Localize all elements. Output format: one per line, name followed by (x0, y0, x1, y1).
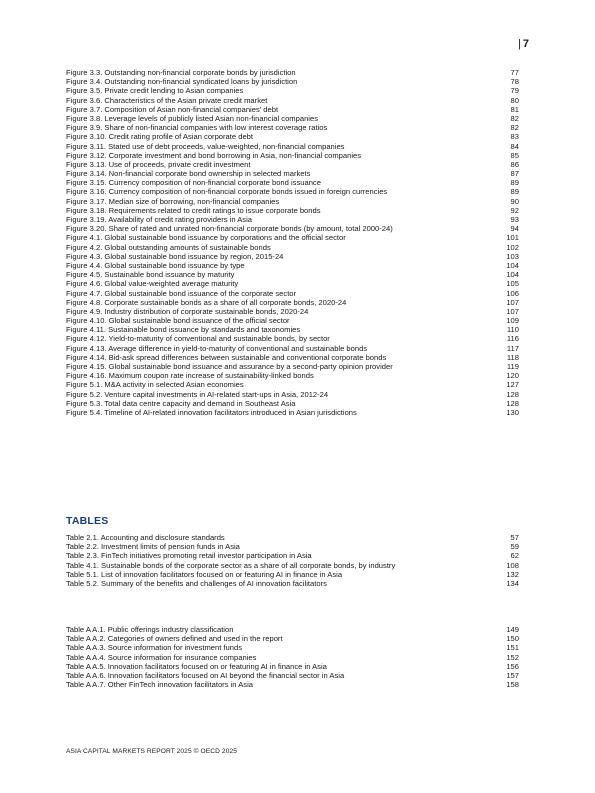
toc-entry-page: 90 (510, 196, 519, 206)
toc-entry-label: Table A A.2. Categories of owners defined and used in the report (66, 634, 283, 644)
toc-entry-page: 104 (506, 270, 519, 280)
page-number (518, 38, 529, 50)
toc-entry-label: Figure 3.18. Requirements related to credit ratings to issue corporate bonds (66, 205, 321, 215)
toc-entry[interactable] (66, 344, 519, 353)
toc-entry-page: 105 (506, 279, 519, 289)
toc-entry[interactable] (66, 178, 519, 187)
toc-entry[interactable] (66, 307, 519, 316)
toc-entry[interactable] (66, 643, 519, 652)
toc-entry[interactable] (66, 634, 519, 643)
toc-entry[interactable] (66, 380, 519, 389)
toc-entry-page: 82 (510, 113, 519, 123)
toc-entry[interactable] (66, 243, 519, 252)
toc-entry[interactable] (66, 625, 519, 634)
toc-entry[interactable] (66, 316, 519, 325)
toc-entry-page: 84 (510, 141, 519, 151)
toc-entry-page: 116 (506, 334, 519, 344)
toc-entry-label: Figure 5.2. Venture capital investments in AI-related start-ups in Asia, 2012-24 (66, 389, 329, 399)
toc-entry[interactable] (66, 187, 519, 196)
toc-entry-page: 79 (510, 86, 519, 96)
toc-entry-label: Figure 4.4. Global sustainable bond issuance by type (66, 260, 245, 270)
toc-entry-label: Figure 4.16. Maximum coupon rate increase of sustainability-linked bonds (66, 371, 314, 381)
toc-entry[interactable] (66, 224, 519, 233)
toc-entry[interactable] (66, 561, 519, 570)
toc-entry[interactable] (66, 653, 519, 662)
toc-entry-page: 149 (506, 625, 519, 634)
toc-entry-label: Table 2.3. FinTech initiatives promoting retail investor participation in Asia (66, 551, 312, 561)
toc-entry-label: Figure 3.9. Share of non-financial companies with low interest coverage ratios (66, 123, 328, 133)
toc-entry-page: 156 (506, 661, 519, 671)
toc-entry-label: Figure 4.6. Global value-weighted average maturity (66, 279, 239, 289)
toc-entry-page: 81 (510, 104, 519, 114)
toc-entry-label: Table 5.1. List of innovation facilitators focused on or featuring AI in finance in Asia (66, 569, 343, 579)
page-number-value: 7 (522, 38, 529, 50)
toc-entry-label: Figure 4.15. Global sustainable bond issuance and assurance by a second-party opinion provider (66, 362, 393, 371)
toc-entry-label: Table 4.1. Sustainable bonds of the corporate sector as a share of all corporate bonds, by industry (66, 560, 396, 570)
toc-entry-label: Figure 3.19. Availability of credit rating providers in Asia (66, 215, 253, 224)
toc-entry-label: Table A A.7. Other FinTech innovation facilitators in Asia (66, 680, 253, 690)
toc-entry[interactable] (66, 680, 519, 689)
tables-heading: TABLES (66, 515, 109, 527)
toc-entry[interactable] (66, 169, 519, 178)
toc-entry-page: 103 (506, 251, 519, 261)
toc-entry-page: 87 (510, 169, 519, 179)
toc-entry-page: 120 (506, 371, 519, 381)
toc-entry-page: 92 (510, 205, 519, 215)
toc-entry[interactable] (66, 105, 519, 114)
toc-entry-label: Figure 4.9. Industry distribution of corporate sustainable bonds, 2020-24 (66, 306, 309, 316)
footer: ASIA CAPITAL MARKETS REPORT 2025 © OECD 2025 (66, 748, 237, 755)
toc-entry-label: Table A A.5. Innovation facilitators focused on or featuring AI in finance in Asia (66, 661, 327, 671)
toc-entry[interactable] (66, 542, 519, 551)
toc-entry[interactable] (66, 298, 519, 307)
toc-entry-page: 158 (506, 680, 519, 690)
toc-entry-page: 85 (510, 150, 519, 160)
toc-entry[interactable] (66, 408, 519, 417)
toc-entry[interactable] (66, 86, 519, 95)
toc-entry-label: Table A A.6. Innovation facilitators focused on AI beyond the financial sector in Asia (66, 670, 345, 680)
toc-entry[interactable] (66, 151, 519, 160)
toc-entry-page: 118 (506, 352, 519, 362)
toc-entry[interactable] (66, 289, 519, 298)
toc-entry-page: 104 (506, 260, 519, 270)
toc-entry-page: 108 (506, 560, 519, 570)
toc-entry-label: Figure 4.2. Global outstanding amounts of sustainable bonds (66, 242, 271, 252)
toc-entry[interactable] (66, 579, 519, 588)
toc-entry[interactable] (66, 570, 519, 579)
toc-entry-label: Figure 3.13. Use of proceeds, private credit investment (66, 159, 251, 169)
toc-entry-page: 89 (510, 178, 519, 188)
toc-entry-label: Figure 4.14. Bid-ask spread differences between sustainable and conventional corporate bonds (66, 352, 387, 362)
toc-entry[interactable] (66, 114, 519, 123)
toc-entry-page: 107 (506, 297, 519, 307)
toc-entry-page: 130 (506, 407, 519, 417)
toc-entry[interactable] (66, 533, 519, 542)
toc-entry-label: Figure 4.12. Yield-to-maturity of conventional and sustainable bonds, by sector (66, 334, 330, 344)
toc-entry-page: 132 (506, 569, 519, 579)
toc-entry-page: 152 (506, 652, 519, 662)
toc-entry-page: 157 (506, 670, 519, 680)
toc-entry-page: 151 (506, 643, 519, 653)
toc-entry[interactable] (66, 77, 519, 86)
toc-entry-label: Figure 3.11. Stated use of debt proceeds, value-weighted, non-financial companies (66, 141, 345, 151)
toc-entry-label: Figure 4.13. Average difference in yield-to-maturity of conventional and sustainable bonds (66, 343, 368, 353)
toc-entry[interactable] (66, 270, 519, 279)
toc-entry[interactable] (66, 261, 519, 270)
toc-entry-page: 86 (510, 159, 519, 169)
toc-entry-page: 107 (506, 306, 519, 316)
toc-entry-label: Figure 3.15. Currency composition of non-financial corporate bond issuance (66, 178, 321, 188)
toc-entry[interactable] (66, 353, 519, 362)
tables-list (66, 533, 519, 588)
toc-entry-page: 109 (506, 316, 519, 326)
toc-entry-label: Figure 3.8. Leverage levels of publicly listed Asian non-financial companies (66, 113, 319, 123)
toc-entry-label: Table A A.4. Source information for insurance companies (66, 652, 257, 662)
toc-entry[interactable] (66, 215, 519, 224)
toc-entry-label: Table 5.2. Summary of the benefits and challenges of AI innovation facilitators (66, 578, 327, 588)
toc-entry[interactable] (66, 551, 519, 560)
toc-entry-label: Figure 5.4. Timeline of AI-related innovation facilitators introduced in Asian jurisdictions (66, 407, 357, 417)
toc-entry[interactable] (66, 371, 519, 380)
toc-entry-page: 62 (510, 551, 519, 561)
toc-entry[interactable] (66, 160, 519, 169)
toc-entry[interactable] (66, 325, 519, 334)
toc-entry-page: 83 (510, 132, 519, 142)
toc-entry[interactable] (66, 362, 519, 371)
toc-entry-page: 77 (510, 68, 519, 77)
toc-entry[interactable] (66, 252, 519, 261)
toc-entry-page: 82 (510, 123, 519, 133)
toc-entry[interactable] (66, 206, 519, 215)
toc-entry-page: 128 (506, 389, 519, 399)
toc-entry[interactable] (66, 123, 519, 132)
toc-entry-label: Figure 5.1. M&A activity in selected Asian economies (66, 380, 244, 390)
toc-entry-label: Table 2.1. Accounting and disclosure standards (66, 533, 225, 542)
toc-entry-page: 119 (506, 362, 519, 371)
toc-entry-page: 134 (506, 578, 519, 588)
toc-entry-label: Figure 4.8. Corporate sustainable bonds as a share of all corporate bonds, 2020-24 (66, 297, 347, 307)
toc-entry[interactable] (66, 671, 519, 680)
toc-entry-label: Figure 3.3. Outstanding non-financial corporate bonds by jurisdiction (66, 68, 296, 77)
toc-entry-page: 78 (510, 77, 519, 87)
toc-entry-label: Figure 3.7. Composition of Asian non-financial companies' debt (66, 104, 279, 114)
toc-entry[interactable] (66, 399, 519, 408)
toc-entry[interactable] (66, 390, 519, 399)
toc-entry-label: Figure 3.14. Non-financial corporate bond ownership in selected markets (66, 169, 311, 179)
toc-entry[interactable] (66, 142, 519, 151)
toc-entry-label: Figure 3.20. Share of rated and unrated non-financial corporate bonds (by amount, total 2000-24) (66, 224, 393, 234)
toc-entry-label: Figure 5.3. Total data centre capacity and demand in Southeast Asia (66, 398, 296, 408)
toc-entry-label: Figure 3.17. Median size of borrowing, non-financial companies (66, 196, 280, 206)
toc-entry[interactable] (66, 96, 519, 105)
toc-entry-page: 128 (506, 398, 519, 408)
toc-entry-page: 80 (510, 95, 519, 105)
toc-entry-page: 57 (510, 533, 519, 542)
toc-entry-page: 93 (510, 215, 519, 224)
toc-entry[interactable] (66, 334, 519, 343)
toc-entry[interactable] (66, 132, 519, 141)
toc-entry-label: Figure 4.10. Global sustainable bond issuance of the official sector (66, 316, 290, 326)
toc-entry-label: Figure 3.4. Outstanding non-financial syndicated loans by jurisdiction (66, 77, 298, 87)
toc-entry-label: Table A A.1. Public offerings industry classification (66, 625, 234, 634)
figures-list (66, 68, 519, 417)
annex-tables-list (66, 625, 519, 689)
toc-entry-page: 89 (510, 187, 519, 197)
toc-entry-label: Figure 3.10. Credit rating profile of Asian corporate debt (66, 132, 253, 142)
toc-entry-label: Table A A.3. Source information for investment funds (66, 643, 243, 653)
toc-entry-label: Figure 3.12. Corporate investment and bond borrowing in Asia, non-financial companies (66, 150, 362, 160)
toc-entry-page: 127 (506, 380, 519, 390)
toc-entry-page: 102 (506, 242, 519, 252)
toc-entry-page: 106 (506, 288, 519, 298)
toc-entry-label: Figure 4.11. Sustainable bond issuance by standards and taxonomies (66, 325, 301, 335)
toc-entry-label: Figure 4.3. Global sustainable bond issuance by region, 2015-24 (66, 251, 284, 261)
toc-entry[interactable] (66, 68, 519, 77)
toc-entry-page: 150 (506, 634, 519, 644)
toc-entry-label: Figure 3.16. Currency composition of non-financial corporate bonds issued in foreign currencies (66, 187, 388, 197)
toc-entry-page: 110 (506, 325, 519, 335)
toc-entry-label: Table 2.2. Investment limits of pension funds in Asia (66, 542, 240, 552)
toc-entry-label: Figure 3.5. Private credit lending to Asian companies (66, 86, 244, 96)
toc-entry-label: Figure 4.1. Global sustainable bond issuance by corporations and the official sector (66, 233, 346, 243)
page-number-separator: | (518, 38, 521, 50)
toc-entry[interactable] (66, 197, 519, 206)
toc-entry-label: Figure 3.6. Characteristics of the Asian private credit market (66, 95, 268, 105)
toc-entry-label: Figure 4.7. Global sustainable bond issuance of the corporate sector (66, 288, 297, 298)
toc-entry-page: 101 (506, 233, 519, 243)
toc-entry-page: 59 (510, 542, 519, 552)
toc-entry-page: 94 (510, 224, 519, 234)
toc-entry-label: Figure 4.5. Sustainable bond issuance by maturity (66, 270, 235, 280)
toc-entry-page: 117 (506, 343, 519, 353)
toc-entry[interactable] (66, 279, 519, 288)
toc-entry[interactable] (66, 233, 519, 242)
toc-entry[interactable] (66, 662, 519, 671)
